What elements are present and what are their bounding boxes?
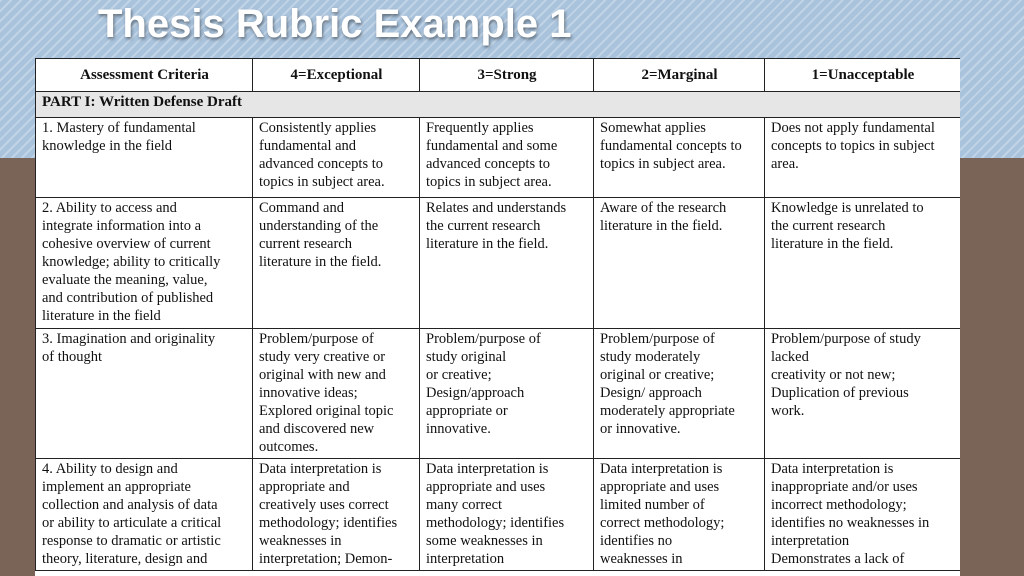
criteria-cell: 3. Imagination and originality of thought <box>36 329 253 459</box>
marginal-cell: Aware of the research literature in the field. <box>594 198 765 329</box>
unacceptable-cell: Does not apply fundamental concepts to topics in subject area. <box>765 118 961 198</box>
criteria-cell: 2. Ability to access and integrate information into a cohesive overview of current knowledge; ability to critically evaluate the meaning, value, and contribution of published literature in the field <box>36 198 253 329</box>
table-row <box>36 118 961 198</box>
marginal-cell: Problem/purpose of study moderately original or creative; Design/ approach moderately appropriate or innovative. <box>594 329 765 459</box>
header-strong: 3=Strong <box>420 59 594 92</box>
exceptional-cell: Problem/purpose of study very creative or original with new and innovative ideas; Explored original topic and discovered new outcomes. <box>253 329 420 459</box>
exceptional-cell: Data interpretation is appropriate and creatively uses correct methodology; identifies weaknesses in interpretation; Demon- <box>253 459 420 571</box>
header-row <box>36 59 961 92</box>
exceptional-cell: Consistently applies fundamental and advanced concepts to topics in subject area. <box>253 118 420 198</box>
marginal-cell: Somewhat applies fundamental concepts to topics in subject area. <box>594 118 765 198</box>
table-row <box>36 198 961 329</box>
strong-cell: Relates and understands the current research literature in the field. <box>420 198 594 329</box>
header-marginal: 2=Marginal <box>594 59 765 92</box>
strong-cell: Problem/purpose of study original or creative; Design/approach appropriate or innovative. <box>420 329 594 459</box>
table-row <box>36 329 961 459</box>
criteria-cell: 1. Mastery of fundamental knowledge in the field <box>36 118 253 198</box>
part-row <box>36 92 961 118</box>
strong-cell: Data interpretation is appropriate and uses many correct methodology; identifies some weaknesses in interpretation <box>420 459 594 571</box>
strong-cell: Frequently applies fundamental and some advanced concepts to topics in subject area. <box>420 118 594 198</box>
header-unacceptable: 1=Unacceptable <box>765 59 961 92</box>
header-assessment-criteria: Assessment Criteria <box>36 59 253 92</box>
unacceptable-cell: Knowledge is unrelated to the current research literature in the field. <box>765 198 961 329</box>
header-exceptional: 4=Exceptional <box>253 59 420 92</box>
criteria-cell: 4. Ability to design and implement an appropriate collection and analysis of data or ability to articulate a critical response to dramatic or artistic theory, literature, design and <box>36 459 253 571</box>
slide-title: Thesis Rubric Example 1 <box>98 2 572 46</box>
marginal-cell: Data interpretation is appropriate and uses limited number of correct methodology; identifies no weaknesses in <box>594 459 765 571</box>
unacceptable-cell: Problem/purpose of study lacked creativity or not new; Duplication of previous work. <box>765 329 961 459</box>
part-label: PART I: Written Defense Draft <box>36 92 961 118</box>
unacceptable-cell: Data interpretation is inappropriate and/or uses incorrect methodology; identifies no weaknesses in interpretation Demonstrates a lack of <box>765 459 961 571</box>
exceptional-cell: Command and understanding of the current research literature in the field. <box>253 198 420 329</box>
rubric-table <box>35 58 960 571</box>
rubric-table-container <box>35 58 960 576</box>
table-row <box>36 459 961 571</box>
